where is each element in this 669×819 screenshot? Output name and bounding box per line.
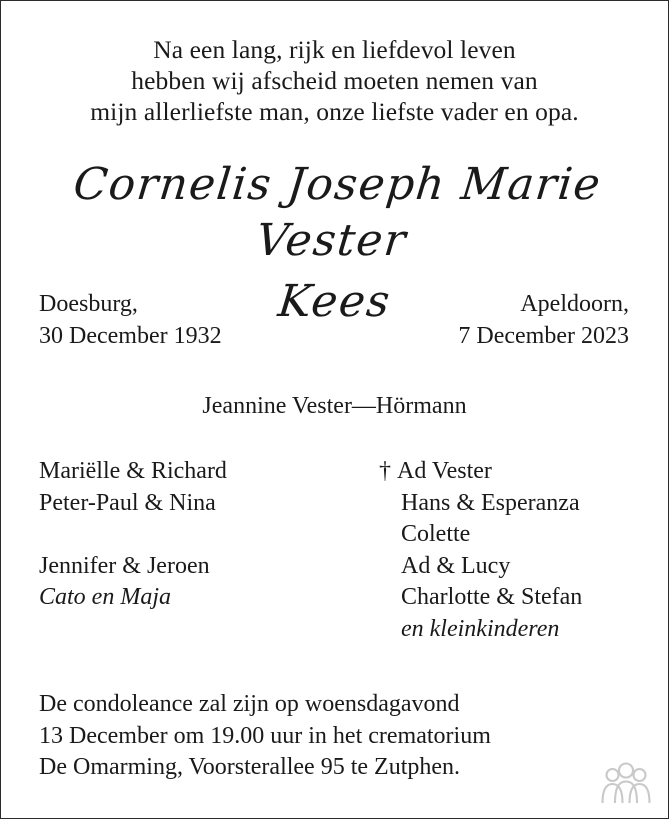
birth-death-block	[39, 289, 629, 352]
intro-line-3: mijn allerliefste man, onze liefste vader en opa.	[90, 97, 579, 126]
family-member: Mariëlle & Richard	[39, 458, 227, 484]
family-group-icon	[600, 762, 652, 804]
death-date: 7 December 2023	[458, 322, 629, 349]
family-member: Cato en Maja	[39, 584, 171, 610]
condolence-line-1: De condoleance zal zijn op woensdagavond	[39, 691, 460, 717]
deceased-full-name: Cornelis Joseph Marie Vester	[71, 159, 604, 266]
family-column-left	[39, 456, 379, 645]
condolence-line-3: De Omarming, Voorsterallee 95 te Zutphen.	[39, 754, 461, 780]
deceased-marker-icon: †	[379, 458, 391, 484]
family-member: Hans & Esperanza	[401, 489, 580, 516]
family-member: Ad & Lucy	[401, 552, 511, 579]
family-member: Peter-Paul & Nina	[39, 489, 216, 516]
family-member: Jennifer & Jeroen	[39, 552, 210, 579]
birth-details	[39, 289, 222, 352]
family-member-label: Ad Vester	[397, 458, 492, 484]
family-member: en kleinkinderen	[401, 615, 560, 642]
family-member: Colette	[401, 521, 471, 547]
spouse-name: Jeannine Vester—Hörmann	[202, 393, 467, 419]
family-column-right	[379, 456, 629, 645]
birth-date: 30 December 1932	[39, 322, 222, 349]
condolence-line-2: 13 December om 19.00 uur in het crematorium	[39, 722, 491, 749]
death-place: Apeldoorn,	[520, 291, 629, 317]
deceased-nickname: Kees	[275, 276, 394, 327]
condolence-info	[39, 689, 491, 784]
family-gap	[39, 519, 379, 551]
intro-text	[1, 34, 668, 127]
birth-place: Doesburg,	[39, 291, 138, 317]
family-list	[39, 456, 629, 645]
death-details	[458, 289, 629, 352]
intro-line-2: hebben wij afscheid moeten nemen van	[131, 66, 538, 95]
family-member	[379, 456, 629, 488]
family-member: Charlotte & Stefan	[401, 584, 583, 610]
intro-line-1: Na een lang, rijk en liefdevol leven	[153, 35, 516, 64]
